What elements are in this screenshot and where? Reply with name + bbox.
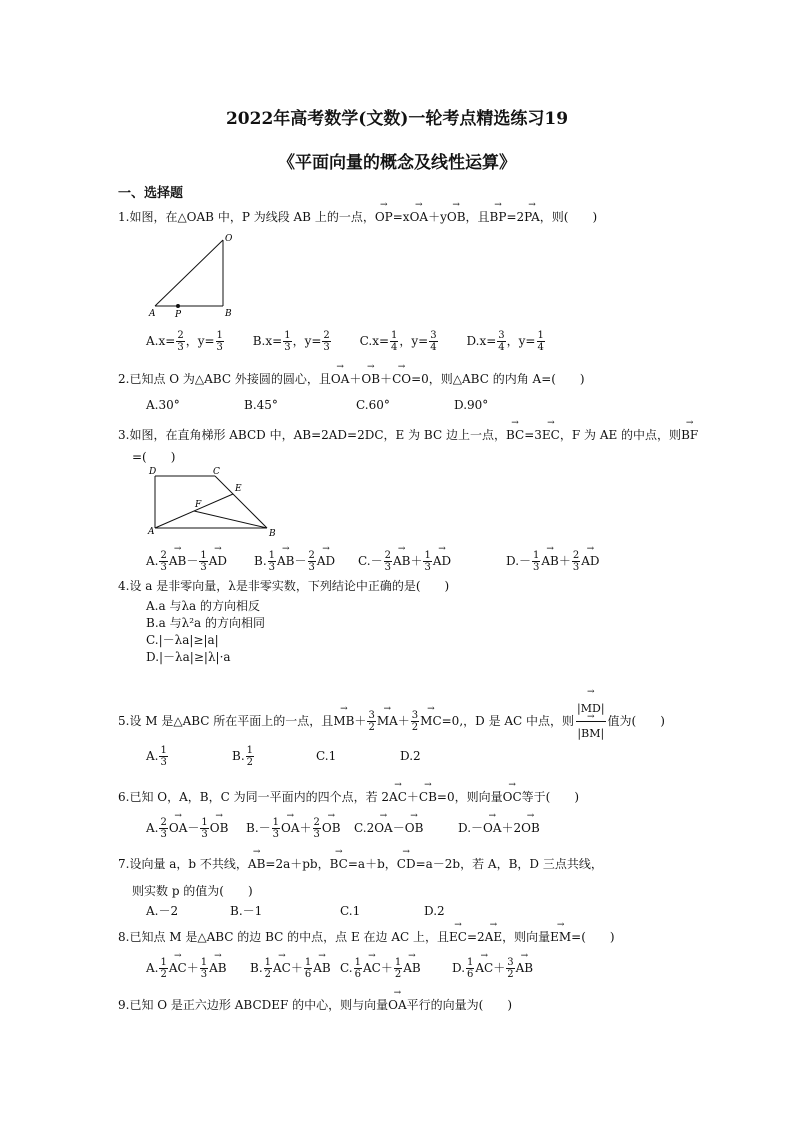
- question-5: 5.设 M 是△ABC 所在平面上的一点，且→ MB＋ $\frac{3}{2}$ → MA＋ $\frac{3}{2}$ → MC=0,，D 是 AC 中点，则 → |MD| → |BM| 值为( ): [118, 697, 665, 746]
- option-3c[interactable]: C.－ $\frac{2}{3}$ → AB＋ $\frac{1}{3}$ → AD: [358, 550, 506, 573]
- question-7-options: [146, 902, 445, 919]
- question-4: 4.设 a 是非零向量，λ是非零实数，下列结论中正确的是( ): [118, 579, 450, 593]
- question-5-options: [146, 745, 421, 768]
- option-8b[interactable]: B. $\frac{1}{2}$ → AC＋ $\frac{1}{6}$ → AB: [250, 957, 340, 980]
- option-6a[interactable]: A. $\frac{2}{3}$ → OA－ $\frac{1}{3}$ → OB: [146, 817, 246, 840]
- label-b: B: [225, 309, 232, 319]
- vector-bf: → BF: [681, 428, 698, 442]
- option-2d[interactable]: D.90°: [454, 398, 489, 412]
- option-5c[interactable]: C.1: [316, 749, 337, 763]
- question-1: 1.如图，在△OAB 中，P 为线段 AB 上的一点，→ OP=x→ OA＋y→ OB，且→ BP=2→ PA，则( ): [118, 208, 597, 225]
- option-7b[interactable]: B.－1: [230, 904, 263, 918]
- option-8a[interactable]: A. $\frac{1}{2}$ → AC＋ $\frac{1}{3}$ → AB: [146, 957, 250, 980]
- question-6-options: [146, 817, 540, 840]
- vector-ob: → OB: [447, 210, 466, 224]
- option-8c[interactable]: C. $\frac{1}{6}$ → AC＋ $\frac{1}{2}$ → AB: [340, 957, 452, 980]
- question-6: 6.已知 O，A，B，C 为同一平面内的四个点，若 2→ AC＋→ CB=0，则向量→ OC等于( ): [118, 788, 579, 805]
- option-4a[interactable]: A.a 与λa 的方向相反: [146, 599, 261, 613]
- label-o: O: [225, 234, 233, 244]
- label-c: C: [213, 467, 220, 477]
- question-1-options: [146, 330, 546, 353]
- vector-em: → EM: [550, 930, 571, 944]
- label-f: F: [195, 500, 202, 510]
- label-b: B: [269, 529, 276, 539]
- option-6c[interactable]: C.2→ OA－→ OB: [354, 819, 458, 836]
- vector-pa: → PA: [524, 210, 540, 224]
- figure-trapezoid-abcd: [145, 464, 280, 540]
- option-3b[interactable]: B. $\frac{1}{3}$ → AB－ $\frac{2}{3}$ → AD: [254, 550, 358, 573]
- option-5a[interactable]: A. $\frac{1}{3}$: [146, 745, 167, 768]
- option-4c[interactable]: C.|－λa|≥|a|: [146, 633, 219, 647]
- vector-oa: → OA: [331, 372, 350, 386]
- option-5d[interactable]: D.2: [400, 749, 421, 763]
- vector-ab: → AB: [248, 857, 265, 871]
- option-7a[interactable]: A.－2: [146, 904, 179, 918]
- question-7-continued: 则实数 p 的值为( ): [132, 884, 253, 898]
- vector-ae: → AE: [485, 930, 502, 944]
- option-7d[interactable]: D.2: [424, 904, 445, 918]
- vector-mc: → MC: [420, 714, 441, 728]
- option-7c[interactable]: C.1: [340, 904, 361, 918]
- question-9: 9.已知 O 是正六边形 ABCDEF 的中心，则与向量→ OA平行的向量为( ): [118, 996, 512, 1013]
- vector-oa: → OA: [410, 210, 429, 224]
- option-2c[interactable]: C.60°: [356, 398, 390, 412]
- label-d: D: [149, 467, 157, 477]
- option-1d[interactable]: D.x= $\frac{3}{4}$ ，y= $\frac{1}{4}$: [466, 330, 544, 353]
- vector-ec: → EC: [449, 930, 467, 944]
- label-e: E: [235, 484, 242, 494]
- option-1b[interactable]: B.x= $\frac{1}{3}$ ，y= $\frac{2}{3}$: [252, 330, 330, 353]
- question-2-options: [146, 398, 488, 412]
- vector-bc: → BC: [330, 857, 348, 871]
- option-6d[interactable]: D.－→ OA＋2→ OB: [458, 821, 540, 835]
- vector-mb: → MB: [333, 714, 354, 728]
- vector-co: → CO: [392, 372, 411, 386]
- option-1a[interactable]: A.x= $\frac{2}{3}$ ，y= $\frac{1}{3}$: [146, 330, 223, 353]
- vector-bc: → BC: [506, 428, 524, 442]
- option-8d[interactable]: D. $\frac{1}{6}$ → AC＋ $\frac{3}{2}$ → AB: [452, 961, 533, 975]
- vector-op: → OP: [375, 210, 393, 224]
- option-3d[interactable]: D.－ $\frac{1}{3}$ → AB＋ $\frac{2}{3}$ → AD: [506, 554, 600, 568]
- question-3: 3.如图，在直角梯形 ABCD 中，AB=2AD=2DC，E 为 BC 边上一点，→ BC=3→ EC，F 为 AE 的中点，则→ BF: [118, 426, 698, 443]
- option-1c[interactable]: C.x= $\frac{1}{4}$ ，y= $\frac{3}{4}$: [359, 330, 437, 353]
- option-4d[interactable]: D.|－λa|≥|λ|·a: [146, 650, 231, 664]
- option-2b[interactable]: B.45°: [244, 398, 278, 412]
- page-subtitle: 《平面向量的概念及线性运算》: [278, 153, 516, 173]
- vector-ac: → AC: [389, 790, 407, 804]
- vector-oc: → OC: [503, 790, 522, 804]
- ratio-md-bm: → |MD| → |BM|: [576, 697, 606, 746]
- section-heading: 一、选择题: [118, 186, 184, 201]
- label-a: A: [148, 527, 155, 537]
- label-a: A: [149, 309, 156, 319]
- vector-ob: → OB: [361, 372, 380, 386]
- option-4b[interactable]: B.a 与λ²a 的方向相同: [146, 616, 265, 630]
- question-8: 8.已知点 M 是△ABC 的边 BC 的中点，点 E 在边 AC 上，且→ EC=2→ AE，则向量→ EM=( ): [118, 928, 615, 945]
- figure-triangle-oab: [145, 232, 245, 320]
- vector-cb: → CB: [419, 790, 437, 804]
- option-6b[interactable]: B.－ $\frac{1}{3}$ → OA＋ $\frac{2}{3}$ → OB: [246, 817, 354, 840]
- label-p: P: [175, 310, 182, 320]
- vector-oa: → OA: [388, 998, 407, 1012]
- option-3a[interactable]: A. $\frac{2}{3}$ → AB－ $\frac{1}{3}$ → AD: [146, 550, 254, 573]
- vector-ec: → EC: [542, 428, 560, 442]
- vector-bp: → BP: [490, 210, 507, 224]
- vector-ma: → MA: [377, 714, 398, 728]
- page-title: 2022年高考数学(文数)一轮考点精选练习19: [225, 109, 569, 129]
- option-2a[interactable]: A.30°: [146, 398, 180, 412]
- question-3-continued: =( ): [132, 450, 176, 464]
- question-8-options: [146, 957, 533, 980]
- vector-cd: → CD: [397, 857, 416, 871]
- option-5b[interactable]: B. $\frac{1}{2}$: [232, 745, 254, 768]
- question-3-options: [146, 550, 600, 573]
- question-7: 7.设向量 a，b 不共线，→ AB=2a＋pb，→ BC=a＋b，→ CD=a－2b，若 A，B，D 三点共线，: [118, 855, 603, 872]
- question-2: 2.已知点 O 为△ABC 外接圆的圆心，且→ OA＋→ OB＋→ CO=0，则△ABC 的内角 A=( ): [118, 370, 585, 387]
